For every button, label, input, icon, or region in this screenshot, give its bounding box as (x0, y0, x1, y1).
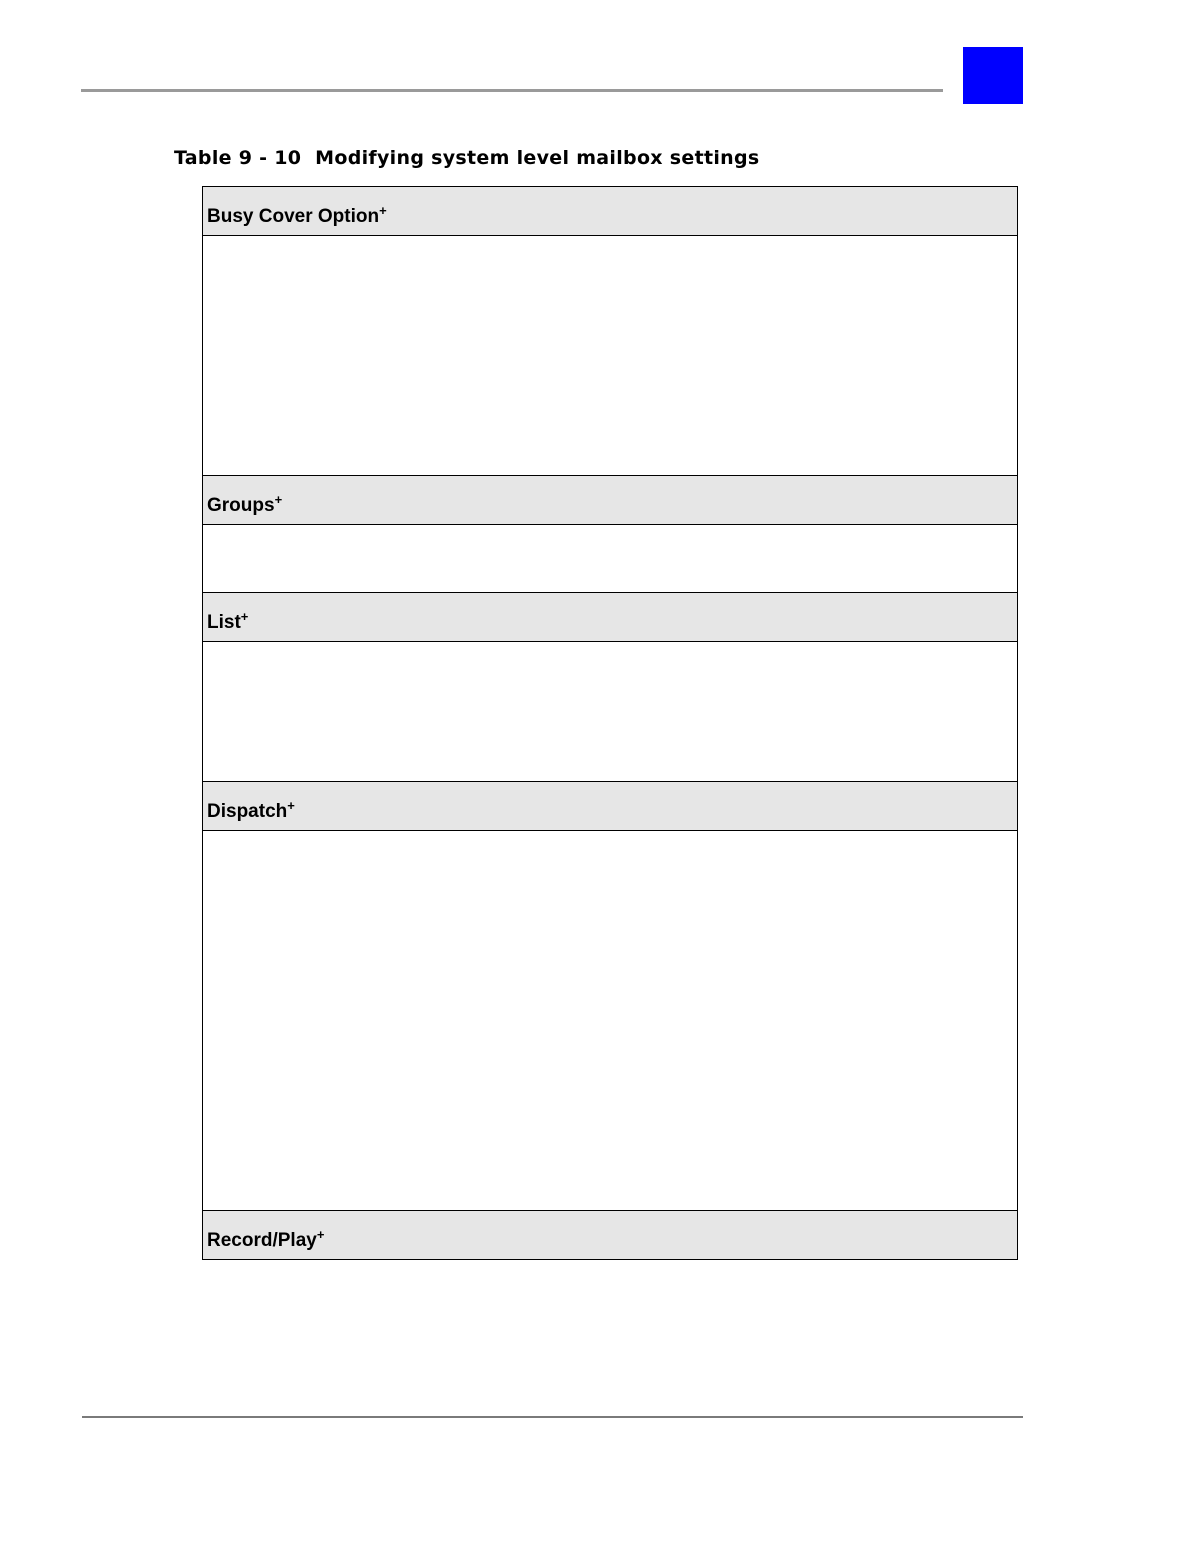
section-marker: + (240, 609, 249, 624)
section-header-row (203, 476, 1018, 525)
section-body-cell (203, 236, 1018, 476)
table-caption: Table 9 - 10 Modifying system level mailbox settings (174, 147, 760, 169)
section-title-text: List (207, 612, 241, 633)
chapter-tab-marker (963, 47, 1023, 104)
section-title (203, 798, 1017, 830)
section-title-text: Busy Cover Option (207, 206, 380, 227)
mailbox-settings-table (202, 186, 1018, 1260)
section-title-text: Groups (207, 495, 275, 516)
section-header-row (203, 187, 1018, 236)
header-rule (81, 89, 943, 92)
section-body-row (203, 831, 1018, 1211)
section-title (203, 1227, 1017, 1259)
section-body-row (203, 525, 1018, 593)
section-body-cell (203, 642, 1018, 782)
section-title (203, 203, 1017, 235)
section-title (203, 492, 1017, 524)
section-body-cell (203, 525, 1018, 593)
section-body-cell (203, 831, 1018, 1211)
section-title (203, 609, 1017, 641)
section-marker: + (316, 1227, 325, 1242)
section-marker: + (379, 203, 387, 218)
section-marker: + (274, 492, 283, 507)
section-header-row (203, 782, 1018, 831)
section-header-row (203, 1211, 1018, 1260)
section-header-cell (203, 1211, 1018, 1260)
section-body-row (203, 236, 1018, 476)
section-marker: + (287, 798, 295, 813)
section-title-text: Dispatch (207, 801, 288, 822)
section-header-cell (203, 476, 1018, 525)
section-header-cell (203, 593, 1018, 642)
footer-rule (82, 1416, 1023, 1418)
section-header-row (203, 593, 1018, 642)
section-header-cell (203, 187, 1018, 236)
section-title-text: Record/Play (207, 1230, 317, 1251)
section-header-cell (203, 782, 1018, 831)
section-body-row (203, 642, 1018, 782)
